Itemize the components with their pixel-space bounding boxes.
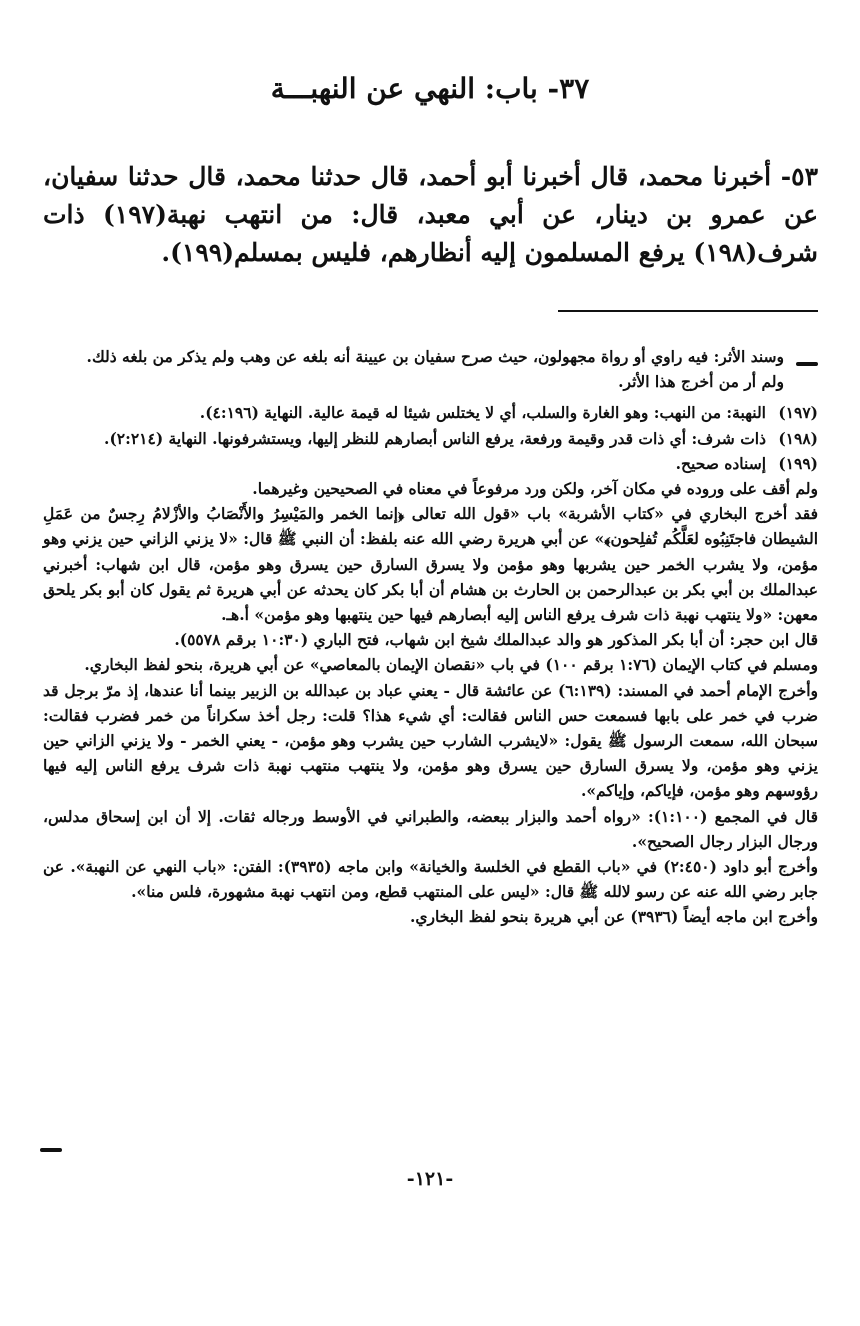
footnote-intro-1: وسند الأثر: فيه راوي أو رواة مجهولون، حيث صرح سفيان بن عيينة أنه بلغه عن وهب ولم يذكر من بلغه ذلك.: [86, 347, 784, 366]
page-number: -١٢١-: [406, 1168, 454, 1190]
note-paragraph-1: ولم أقف على وروده في مكان آخر، ولكن ورد مرفوعاً في معناه في الصحيحين وغيرهما.: [252, 479, 818, 499]
note-paragraph-4: ومسلم في كتاب الإيمان (١:٧٦ برقم ١٠٠) في باب «نقصان الإيمان بالمعاصي» عن أبي هريرة، بنحو لفظ البخاري.: [84, 655, 818, 675]
footnote-separator: [558, 310, 818, 312]
footnote-text: النهبة: من النهب: وهو الغارة والسلب، أي لا يختلس شيئا له قيمة عالية. النهاية (٤:١٩٦).: [199, 403, 766, 423]
hadith-text: ٥٣- أخبرنا محمد، قال أخبرنا أبو أحمد، قال حدثنا محمد، قال حدثنا سفيان، عن عمرو بن دينار، عن أبي معبد، قال: من انتهب نهبة(١٩٧) ذات شرف(١٩٨) يرفع المسلمون إليه أنظارهم، فليس بمسلم(١٩٩).: [43, 162, 818, 267]
footnote-199: [43, 451, 818, 476]
footnote-number: (١٩٧): [778, 403, 818, 423]
note-paragraph-2: فقد أخرج البخاري في «كتاب الأشربة» باب «قول الله تعالى ﴿إنما الخمر والمَيْسِرُ والأَنْصَابُ والأزْلامُ رِجسٌ من عَمَلِ الشيطان فاجتَنِبُوه لعَلَّكُم تُفلِحون﴾» عن أبي هريرة رضي الله عنه بلفظ: أن النبي ﷺ قال: «لا يزني الزاني حين يزني وهو مؤمن، ولا يشرب الخمر حين يشربها وهو مؤمن ولا يسرق السارق حين يسرق وهو مؤمن، قال ابن شهاب: أخبرني عبدالملك بن أبي بكر بن عبدالرحمن بن الحارث بن هشام أن أبا بكر كان يحدثه عن أبي هريرة ثم يقول كان أبو بكر يلحق معهن: «ولا ينتهب نهبة ذات شرف يرفع الناس إليه أبصارهم فيها حين ينتهبها وهو مؤمن» أ.هـ.: [43, 504, 818, 625]
note-paragraph-5: وأخرج الإمام أحمد في المسند: (٦:١٣٩) عن عائشة قال - يعني عباد بن عبدالله بن الزبير بينما أنا عندها، إذ مرّ برجل قد ضرب في خمر على بابها فسمعت حس الناس فقالت: أي شيء هذا؟ قلت: رجل أخذ سكراناً من خمر فضرب فقالت: سبحان الله، سمعت الرسول ﷺ يقول: «لايشرب الشارب حين يشرب وهو مؤمن، - يعني الخمر - ولا يزني الزاني حين يزني وهو مؤمن، ولا يسرق السارق حين يسرق وهو مؤمن، ولا ينتهب منتهب نهبة ذات شرف يرفع الناس إليه فيها رؤوسهم وهو مؤمن، فإياكم، وإياكم».: [43, 680, 819, 801]
note-paragraph-8: وأخرج ابن ماجه أيضاً (٣٩٣٦) عن أبي هريرة بنحو لفظ البخاري.: [409, 907, 818, 927]
note-paragraph-7: وأخرج أبو داود (٢:٤٥٠) في «باب القطع في الخلسة والخيانة» وابن ماجه (٣٩٣٥): الفتن: «باب النهي عن النهبة». عن جابر رضي الله عنه عن رسو لالله ﷺ قال: «ليس على المنتهب قطع، ومن انتهب نهبة مشهورة، فلس منا».: [43, 857, 818, 902]
note-paragraph-3: قال ابن حجر: أن أبا بكر المذكور هو والد عبدالملك شيخ ابن شهاب، فتح الباري (١٠:٣٠ برقم ٥٥٧٨).: [174, 630, 818, 650]
footnote-text: ذات شرف: أي ذات قدر وقيمة ورفعة، يرفع الناس أبصارهم للنظر إليها، ويستشرفونها. النهاية (٢:٢١٤).: [104, 428, 766, 448]
note-paragraph-6: قال في المجمع (١:١٠٠): «رواه أحمد والبزار ببعضه، والطبراني في الأوسط ورجاله ثقات. إلا أن ابن إسحاق مدلس، ورجال البزار رجال الصحيح».: [43, 806, 819, 851]
footnote-198: [43, 426, 818, 451]
footnote-text: إسناده صحيح.: [675, 453, 766, 473]
continuation-marker-bottom: [40, 1148, 62, 1152]
footnotes: [43, 344, 818, 930]
footnote-intro-2: ولم أر من أخرج هذا الأثر.: [618, 372, 784, 392]
footnote-number: (١٩٩): [778, 453, 818, 473]
footnote-number: (١٩٨): [778, 428, 818, 448]
chapter-title: ٣٧- باب: النهي عن النهبـــة: [270, 72, 590, 105]
footnote-197: [43, 400, 818, 425]
